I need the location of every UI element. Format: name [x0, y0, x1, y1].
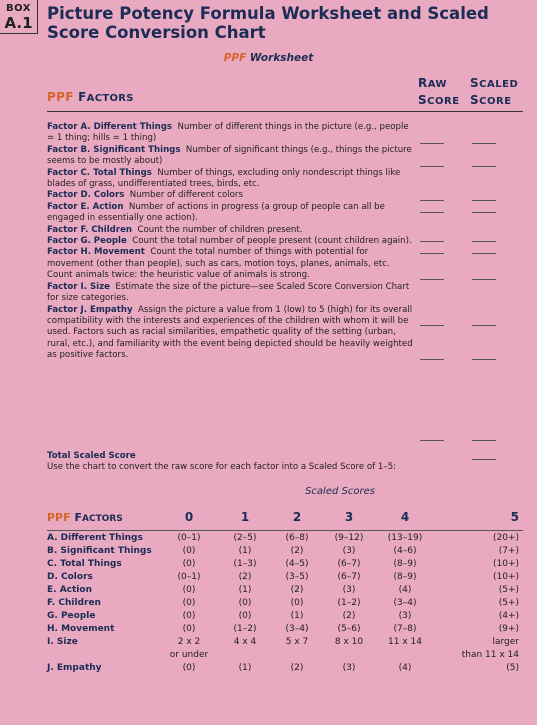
factor-item [47, 305, 417, 362]
chart-cell: (0) [182, 584, 196, 595]
factor-text: Number of things, excluding only nondescript things like blades of grass, undifferentiated trees, birds, etc. [47, 167, 401, 190]
scaled-rest: CALED [479, 79, 519, 90]
chart-row-name: G. People [47, 610, 96, 621]
subtitle-ppf: PPF [223, 52, 247, 64]
factor-list [47, 122, 417, 362]
chart-cell: (3–5) [285, 571, 309, 582]
factor-item [47, 168, 417, 191]
chart-cell: (1–3) [233, 558, 257, 569]
chart-cell: (1) [238, 545, 252, 556]
factors-rest: ACTORS [86, 93, 134, 104]
factor-item [47, 145, 417, 168]
chart-cell: (5) [506, 662, 519, 673]
box-number: A.1 [4, 14, 33, 32]
raw-rest: AW [427, 79, 448, 90]
chart-cell: (1–2) [337, 597, 361, 608]
chart-cell [375, 648, 435, 661]
scaled-score-heading [470, 77, 518, 108]
col-head: 5 [510, 510, 519, 524]
factor-label: Factor I. Size [47, 281, 110, 292]
factor-item [47, 236, 417, 247]
chart-cell: (7+) [498, 545, 519, 556]
chart-cell: (0) [182, 610, 196, 621]
chart-row [47, 544, 523, 557]
chart-row-name: A. Different Things [47, 532, 143, 543]
chart-cell: (2) [290, 584, 304, 595]
chart-row-name: J. Empathy [47, 662, 102, 673]
chart-cell: (2) [290, 545, 304, 556]
factor-text: Number of significant things (e.g., things the picture seems to be mostly about) [47, 144, 412, 167]
total-scaled-section [47, 451, 527, 474]
chart-cell: (3–4) [393, 597, 417, 608]
chart-factors-rest: ACTORS [82, 513, 123, 524]
chart-cell: (5+) [498, 597, 519, 608]
raw-blank[interactable] [420, 325, 444, 326]
factor-text: Count the total number of people present (count children again). [132, 236, 412, 247]
chart-cell: or under [169, 649, 209, 660]
chart-cell [219, 648, 271, 661]
chart-row-name: I. Size [47, 636, 78, 647]
chart-cell: (0–1) [177, 532, 201, 543]
chart-cell [271, 648, 323, 661]
scaled-blank[interactable] [472, 143, 496, 144]
chart-cell: (6–7) [337, 558, 361, 569]
scaled-blank[interactable] [472, 166, 496, 167]
chart-cell: (5+) [498, 584, 519, 595]
factor-label: Factor A. Different Things [47, 122, 173, 132]
factor-text: Number of different colors [129, 190, 243, 201]
factor-text: Assign the picture a value from 1 (low) to 5 (high) for its overall compatibility with the interests and experiences of the children with whom it will be used. Factors such as racial similarities, empathetic quality of the setting (urban, rural, etc.), and familiarity with the event being depicted should be heavily weighted as positive factors. [47, 304, 413, 361]
scaled-scores-title: Scaled Scores [305, 486, 375, 497]
ppf-label: PPF [47, 90, 74, 104]
factor-text: Count the number of children present. [137, 224, 303, 235]
raw-first: R [418, 76, 428, 90]
col-head: 1 [240, 510, 250, 524]
col-head: 3 [344, 510, 354, 524]
chart-cell: (0) [182, 545, 196, 556]
chart-row [47, 648, 523, 661]
chart-cell: (0) [182, 558, 196, 569]
chart-header-row [47, 508, 523, 531]
box-tag [0, 0, 38, 34]
chart-cell: (20+) [492, 532, 519, 543]
raw-blank[interactable] [420, 241, 444, 242]
factor-label: Factor F. Children [47, 224, 133, 235]
chart-cell: (4–6) [393, 545, 417, 556]
chart-cell: (3) [342, 545, 356, 556]
factor-item [47, 247, 417, 281]
worksheet-subtitle [0, 52, 537, 64]
chart-cell: 5 x 7 [285, 636, 309, 647]
raw-blank[interactable] [420, 212, 444, 213]
chart-cell: (2) [238, 571, 252, 582]
raw-blank[interactable] [420, 279, 444, 280]
raw-blank[interactable] [420, 253, 444, 254]
chart-row [47, 570, 523, 583]
factor-text: Number of actions in progress (a group of people can all be engaged in essentially one action). [47, 201, 385, 224]
chart-row-name: C. Total Things [47, 558, 122, 569]
chart-ppf-label: PPF [47, 510, 71, 524]
chart-cell [323, 648, 375, 661]
scaled-blank[interactable] [472, 279, 496, 280]
chart-cell: (2) [290, 662, 304, 673]
chart-cell: (0) [182, 597, 196, 608]
chart-body [47, 531, 523, 675]
scaled-first: S [470, 76, 480, 90]
chart-cell: (0) [182, 623, 196, 634]
scaled-blank[interactable] [472, 212, 496, 213]
chart-cell: 8 x 10 [334, 636, 364, 647]
chart-cell: (5–6) [337, 623, 361, 634]
chart-cell: (6–8) [285, 532, 309, 543]
total-label: Total Scaled Score [47, 451, 136, 461]
chart-cell: (3–4) [285, 623, 309, 634]
factor-label: Factor J. Empathy [47, 304, 133, 315]
chart-cell: than 11 x 14 [461, 649, 519, 660]
chart-cell: (13–19) [387, 532, 423, 543]
factor-text: Count the total number of things with potential for movement (other than people), such as cars, motion toys, planes, animals, etc. Count animals twice: the heuristic value of animals is strong. [47, 247, 390, 281]
chart-cell: (0) [238, 610, 252, 621]
chart-row [47, 596, 523, 609]
chart-cell: (1) [238, 584, 252, 595]
chart-cell: 4 x 4 [233, 636, 257, 647]
chart-cell: (2–5) [233, 532, 257, 543]
factor-label: Factor H. Movement [47, 247, 145, 258]
header-rule [47, 111, 523, 112]
chart-cell: (7–8) [393, 623, 417, 634]
chart-row [47, 661, 523, 674]
scaled-blank[interactable] [472, 325, 496, 326]
chart-cell: (0) [182, 662, 196, 673]
chart-row [47, 635, 523, 648]
col-head: 0 [184, 510, 194, 524]
chart-row-name [47, 648, 159, 661]
factors-first: F [78, 90, 87, 104]
factor-label: Factor C. Total Things [47, 167, 152, 178]
chart-cell: larger [492, 636, 519, 647]
chart-row-name: F. Children [47, 597, 101, 608]
chart-row-name: B. Significant Things [47, 545, 152, 556]
chart-row-name: H. Movement [47, 623, 115, 634]
chart-cell: (3) [342, 584, 356, 595]
conversion-chart [47, 508, 523, 674]
chart-cell: (8–9) [393, 571, 417, 582]
factor-item [47, 122, 417, 145]
raw-blank[interactable] [420, 440, 444, 441]
page-title: Picture Potency Formula Worksheet and Scaled Score Conversion Chart [47, 4, 489, 42]
factor-text: Estimate the size of the picture—see Scaled Score Conversion Chart for size categories. [47, 281, 410, 304]
chart-cell: (4) [398, 662, 412, 673]
factor-text: Number of different things in the picture (e.g., people = 1 thing; hills = 1 thing) [47, 122, 409, 144]
factor-label: Factor G. People [47, 236, 127, 247]
factor-item [47, 225, 417, 236]
chart-cell: (3) [398, 610, 412, 621]
score-rest-b: CORE [479, 96, 512, 107]
box-label: BOX [6, 3, 31, 14]
chart-cell: (4) [398, 584, 412, 595]
col-head: 2 [292, 510, 302, 524]
chart-cell: (1–2) [233, 623, 257, 634]
scaled-blank[interactable] [472, 440, 496, 441]
scaled-blank[interactable] [472, 359, 496, 360]
chart-row-name: E. Action [47, 584, 92, 595]
raw-score-heading [418, 77, 460, 108]
chart-cell: (1) [238, 662, 252, 673]
factor-label: Factor B. Significant Things [47, 144, 181, 155]
chart-cell: (0–1) [177, 571, 201, 582]
score-first-b: S [470, 93, 480, 107]
score-first-a: S [418, 93, 428, 107]
chart-cell: (10+) [492, 571, 519, 582]
chart-cell: (4+) [498, 610, 519, 621]
factor-item [47, 190, 417, 201]
chart-cell: (6–7) [337, 571, 361, 582]
chart-row [47, 583, 523, 596]
raw-blank[interactable] [420, 166, 444, 167]
chart-cell: (8–9) [393, 558, 417, 569]
chart-cell: (4–5) [285, 558, 309, 569]
chart-row-name: D. Colors [47, 571, 93, 582]
score-rest-a: CORE [427, 96, 460, 107]
chart-cell: (9+) [498, 623, 519, 634]
raw-blank[interactable] [420, 200, 444, 201]
chart-cell: (3) [342, 662, 356, 673]
raw-blank[interactable] [420, 359, 444, 360]
chart-factors-heading [47, 508, 159, 531]
scaled-blank[interactable] [472, 200, 496, 201]
ppf-factors-heading [47, 90, 134, 104]
chart-row [47, 609, 523, 622]
chart-row [47, 531, 523, 545]
factor-label: Factor D. Colors [47, 190, 125, 201]
chart-cell: (9–12) [334, 532, 364, 543]
chart-row [47, 622, 523, 635]
chart-row [47, 557, 523, 570]
chart-cell: (10+) [492, 558, 519, 569]
scaled-blank[interactable] [472, 241, 496, 242]
total-instruction: Use the chart to convert the raw score for each factor into a Scaled Score of 1–5: [47, 462, 397, 473]
chart-cell: 11 x 14 [388, 636, 422, 647]
factor-item [47, 282, 417, 305]
col-head: 4 [400, 510, 410, 524]
factor-item [47, 202, 417, 225]
chart-cell: 2 x 2 [177, 636, 201, 647]
factor-label: Factor E. Action [47, 201, 124, 212]
scaled-blank[interactable] [472, 253, 496, 254]
chart-cell: (0) [238, 597, 252, 608]
raw-blank[interactable] [420, 143, 444, 144]
subtitle-rest: Worksheet [246, 52, 314, 64]
chart-factors-first: F [74, 510, 82, 524]
chart-cell: (0) [290, 597, 304, 608]
chart-cell: (2) [342, 610, 356, 621]
chart-cell: (1) [290, 610, 304, 621]
